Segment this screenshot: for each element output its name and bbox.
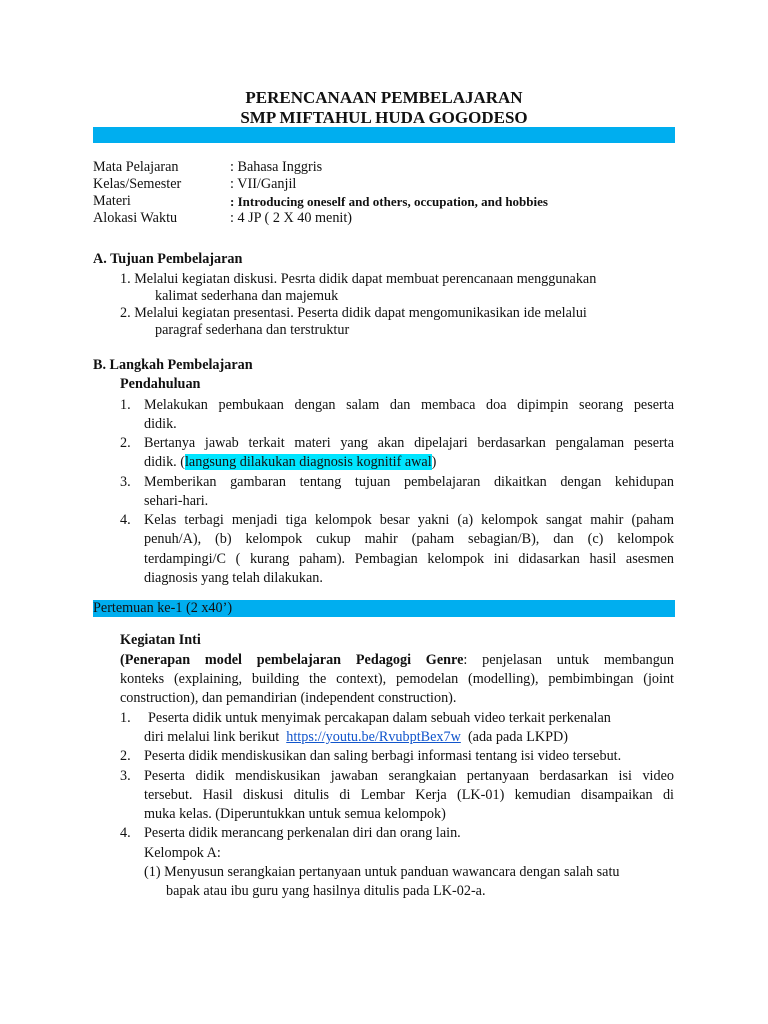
activity-number: 4. bbox=[120, 825, 131, 841]
info-label: Kelas/Semester bbox=[93, 176, 182, 192]
activity-text-cont: muka kelas. (Diperuntukkan untuk semua kelompok) bbox=[144, 806, 446, 822]
step-text-cont: diagnosis yang telah dilakukan. bbox=[144, 570, 323, 586]
step-number: 4. bbox=[120, 512, 131, 528]
objective-item-cont: paragraf sederhana dan terstruktur bbox=[155, 322, 350, 338]
step-text-cont: sehari-hari. bbox=[144, 493, 209, 509]
kelompok-label: Kelompok A: bbox=[144, 845, 221, 861]
info-label: Mata Pelajaran bbox=[93, 159, 179, 175]
activity-text: Peserta didik merancang perkenalan diri dan orang lain. bbox=[144, 825, 461, 841]
step-number: 2. bbox=[120, 435, 131, 451]
activity-text: Peserta didik mendiskusikan dan saling berbagi informasi tentang isi video tersebut. bbox=[144, 748, 622, 764]
kelompok-task: (1) Menyusun serangkaian pertanyaan untuk panduan wawancara dengan salah satu bbox=[144, 864, 620, 880]
step-text-cont bbox=[144, 453, 436, 472]
step-text-pre: didik. ( bbox=[144, 454, 185, 470]
info-label: Materi bbox=[93, 193, 131, 209]
info-value: : VII/Ganjil bbox=[230, 176, 297, 192]
pendahuluan-heading: Pendahuluan bbox=[120, 376, 201, 392]
info-value: : 4 JP ( 2 X 40 menit) bbox=[230, 210, 353, 226]
header-divider-bar bbox=[93, 127, 675, 143]
activity-text: Peserta didik untuk menyimak percakapan dalam sebuah video terkait perkenalan bbox=[148, 710, 611, 726]
kegiatan-intro-rest: : penjelasan untuk membangun bbox=[463, 652, 674, 668]
step-text: Kelas terbagi menjadi tiga kelompok besar yakni (a) kelompok sangat mahir (paham bbox=[144, 512, 674, 528]
step-text: Memberikan gambaran tentang tujuan pembelajaran dikaitkan dengan kehidupan bbox=[144, 474, 674, 490]
kegiatan-intro-cont: construction), dan pemandirian (independent construction). bbox=[120, 690, 457, 706]
step-text-cont: didik. bbox=[144, 416, 177, 432]
activity-number: 1. bbox=[120, 710, 131, 726]
activity-text-cont: tersebut. Hasil diskusi ditulis di Lembar Kerja (LK-01) kemudian disampaikan di bbox=[144, 787, 674, 803]
school-name: SMP MIFTAHUL HUDA GOGODESO bbox=[240, 108, 528, 127]
meeting-bar bbox=[93, 600, 675, 617]
activity-text-cont bbox=[144, 728, 568, 747]
kelompok-task-cont: bapak atau ibu guru yang hasilnya ditulis pada LK-02-a. bbox=[166, 883, 486, 899]
step-text-post: ) bbox=[431, 454, 437, 470]
activity-text: Peserta didik mendiskusikan jawaban serangkaian pertanyaan berdasarkan isi video bbox=[144, 768, 674, 784]
highlighted-text: langsung dilakukan diagnosis kognitif awal bbox=[184, 454, 432, 470]
kegiatan-intro bbox=[120, 651, 674, 670]
step-text: Bertanya jawab terkait materi yang akan dipelajari berdasarkan pengalaman peserta bbox=[144, 435, 674, 451]
youtube-link[interactable]: https://youtu.be/RvubptBex7w bbox=[286, 729, 461, 745]
step-text: Melakukan pembukaan dengan salam dan membaca doa dipimpin seorang peserta bbox=[144, 397, 674, 413]
section-b-heading: B. Langkah Pembelajaran bbox=[93, 357, 253, 373]
info-value-materi: : Introducing oneself and others, occupation, and hobbies bbox=[230, 194, 548, 209]
step-number: 3. bbox=[120, 474, 131, 490]
document-title: PERENCANAAN PEMBELAJARAN bbox=[245, 88, 523, 107]
activity-number: 2. bbox=[120, 748, 131, 764]
objective-item: 1. Melalui kegiatan diskusi. Pesrta didik dapat membuat perencanaan menggunakan bbox=[120, 271, 597, 287]
activity-text-pre: diri melalui link berikut bbox=[144, 729, 280, 745]
activity-number: 3. bbox=[120, 768, 131, 784]
objective-item: 2. Melalui kegiatan presentasi. Peserta didik dapat mengomunikasikan ide melalui bbox=[120, 305, 587, 321]
meeting-label: Pertemuan ke-1 (2 x40’) bbox=[93, 600, 233, 616]
objective-item-cont: kalimat sederhana dan majemuk bbox=[155, 288, 339, 304]
step-number: 1. bbox=[120, 397, 131, 413]
step-text-cont: terdampingi/C ( kurang paham). Pembagian kelompok ini didasarkan hasil asesmen bbox=[144, 551, 674, 567]
section-a-heading: A. Tujuan Pembelajaran bbox=[93, 251, 243, 267]
kegiatan-inti-heading: Kegiatan Inti bbox=[120, 632, 201, 648]
step-text-cont: penuh/A), (b) kelompok cukup mahir (paham sebagian/B), dan (c) kelompok bbox=[144, 531, 674, 547]
activity-text-post: (ada pada LKPD) bbox=[467, 729, 568, 745]
info-label: Alokasi Waktu bbox=[93, 210, 178, 226]
kegiatan-intro-cont: konteks (explaining, building the context), pemodelan (modelling), pembimbingan (joint bbox=[120, 671, 674, 687]
kegiatan-intro-bold: (Penerapan model pembelajaran Pedagogi Genre bbox=[120, 652, 464, 668]
info-value: : Bahasa Inggris bbox=[230, 159, 323, 175]
